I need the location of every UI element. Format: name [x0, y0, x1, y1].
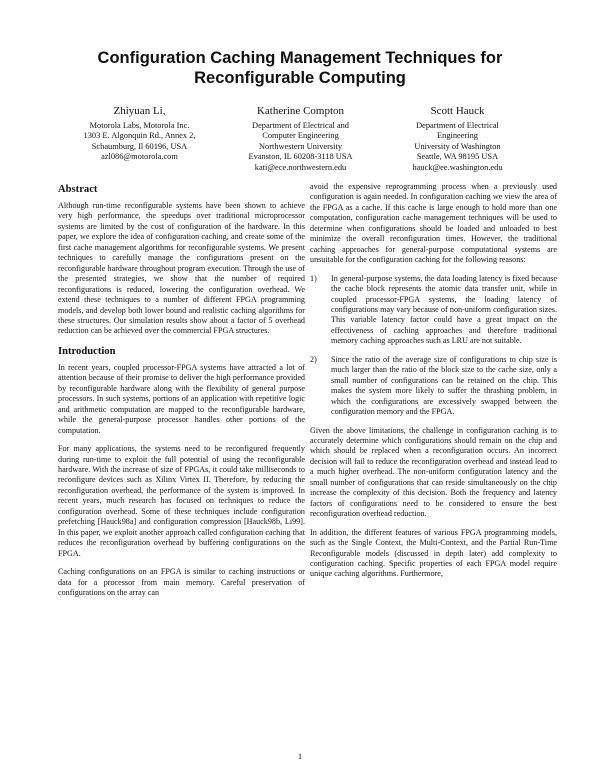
- list-item-text: In general-purpose systems, the data loading latency is fixed because the cache block represents the atomic data transfer unit, while in coupled processor-FPGA systems, the loading latency of configurations may vary because of non-uniform configuration sizes. This variable latency factor could have a great impact on the effectiveness of caching approaches and therefore traditional memory caching approaches such as LRU are not suitable.: [331, 273, 557, 346]
- author-affiliation-line: University of Washington: [414, 141, 501, 151]
- right-paragraph-3: In addition, the different features of various FPGA programming models, such as the Single Context, the Multi-Context, and the Partial Run-Time Reconfigurable models (discussed in depth later) add complexity to configuration caching. Specific properties of each FPGA model require unique caching algorithms. Furthermore,: [310, 527, 557, 579]
- author-affiliation-line: 1303 E. Algonquin Rd., Annex 2,: [83, 131, 196, 141]
- author-name: Zhiyuan Li,: [113, 105, 166, 117]
- right-paragraph-1: avoid the expensive reprogramming process when a previously used configuration is again needed. In configuration caching we view the area of the FPGA as a cache. If this cache is large enough to hold more than one computation, configuration cache management techniques will be used to determine when configurations should be loaded and unloaded to best minimize the overall reconfiguration times. However, the traditional caching approaches for general-purpose computational systems are unsuitable for the configuration caching for the following reasons:: [310, 182, 557, 265]
- reasons-list: [310, 274, 557, 418]
- list-item-text: Since the ratio of the average size of configurations to chip size is much larger than the ratio of the block size to the cache size, only a small number of configurations can be retained on the chip. This makes the system more likely to suffer the thrashing problem, in which the configurations are excessively swapped between the configuration memory and the FPGA.: [331, 354, 557, 417]
- author-li: [52, 104, 227, 163]
- author-affiliation-line: Engineering: [437, 131, 478, 141]
- author-affiliation-line: Schaumburg, Il 60196, USA: [91, 141, 188, 151]
- list-item: [310, 355, 557, 418]
- abstract-text: Although run-time reconfigurable systems have been shown to achieve very high performance, the speedups over traditional microprocessor systems are limited by the cost of configuration of the hardware. In this paper, we explore the idea of configuration caching, and create some of the first cache management algorithms for reconfigurable systems. We present techniques to carefully manage the configurations present on the reconfigurable hardware throughout program execution. Through the use of the presented strategies, we show that the number of required reconfigurations is reduced, lowering the configuration overhead. We extend these techniques to a number of different FPGA programming models, and develop both lower bound and realistic caching algorithms for these structures. Our simulation results show about a factor of 5 overhead reduction can be achieved over the commercial FPGA structures.: [58, 201, 305, 336]
- list-item-number: 1): [310, 273, 317, 283]
- left-column: [58, 181, 305, 606]
- page-number: 1: [297, 751, 303, 761]
- author-affiliation-line: Computer Engineering: [262, 131, 339, 141]
- author-affiliation-line: Department of Electrical: [416, 121, 499, 130]
- author-hauck: [370, 104, 545, 173]
- title-line-1: Configuration Caching Management Techniques for: [97, 49, 503, 67]
- author-email: kati@ece.northwestern.edu: [254, 162, 347, 172]
- author-affiliation-line: Motorola Labs, Motorola Inc.: [89, 121, 190, 130]
- author-name: Scott Hauck: [430, 105, 485, 117]
- list-item: [310, 274, 557, 347]
- introduction-heading: Introduction: [58, 345, 116, 357]
- author-email: azl086@motorola.com: [101, 152, 178, 162]
- title-line-2: Reconfigurable Computing: [194, 69, 406, 87]
- intro-paragraph-3: Caching configurations on an FPGA is similar to caching instructions or data for a processor from main memory. Careful preservation of configurations on the array can: [58, 567, 305, 597]
- paper-title: [40, 48, 560, 88]
- intro-paragraph-1: In recent years, coupled processor-FPGA systems have attracted a lot of attention because of their promise to deliver the high performance provided by reconfigurable hardware along with the flexibility of general purpose processors. In such systems, portions of an application with repetitive logic and arithmetic computation are mapped to the reconfigurable hardware, while the general-purpose processor handles other portions of the computation.: [58, 362, 305, 435]
- author-name: Katherine Compton: [256, 105, 345, 117]
- author-affiliation-line: Northwestern University: [258, 141, 343, 151]
- author-affiliation-line: Seattle, WA 98195 USA: [416, 152, 499, 162]
- author-affiliation-line: Department of Electrical and: [252, 121, 349, 130]
- list-item-number: 2): [310, 354, 317, 364]
- author-email: hauck@ee.washington.edu: [412, 162, 503, 172]
- author-compton: [213, 104, 388, 173]
- right-paragraph-2: Given the above limitations, the challenge in configuration caching is to accurately determine which configurations should remain on the chip and which should be replaced when a reconfiguration occurs. An incorrect decision will fail to reduce the reconfiguration overhead and instead lead to a much higher overhead. The non-uniform configuration latency and the small number of configurations that can reside simultaneously on the chip increase the complexity of this decision. Both the frequency and latency factors of configurations need to be considered to ensure the best reconfiguration overhead reduction.: [310, 425, 557, 519]
- author-affiliation-line: Evanston, IL 60208-3118 USA: [248, 152, 353, 162]
- abstract-heading: Abstract: [58, 184, 98, 195]
- intro-paragraph-2: For many applications, the systems need to be reconfigured frequently during run-time to exploit the full potential of using the reconfigurable hardware. With the increase of size of FPGAs, it could take milliseconds to reconfigure devices such as Xilinx Virtex II. Therefore, by reducing the reconfiguration overhead, the performance of the system is improved. In recent years, much research has focused on techniques to reduce the configuration overhead. Some of these techniques include configuration prefetching [Hauck98a] and configuration compression [Hauck98b, Li99]. In this paper, we exploit another approach called configuration caching that reduces the reconfiguration overhead by buffering configurations on the FPGA.: [58, 444, 305, 558]
- right-column: [310, 182, 557, 588]
